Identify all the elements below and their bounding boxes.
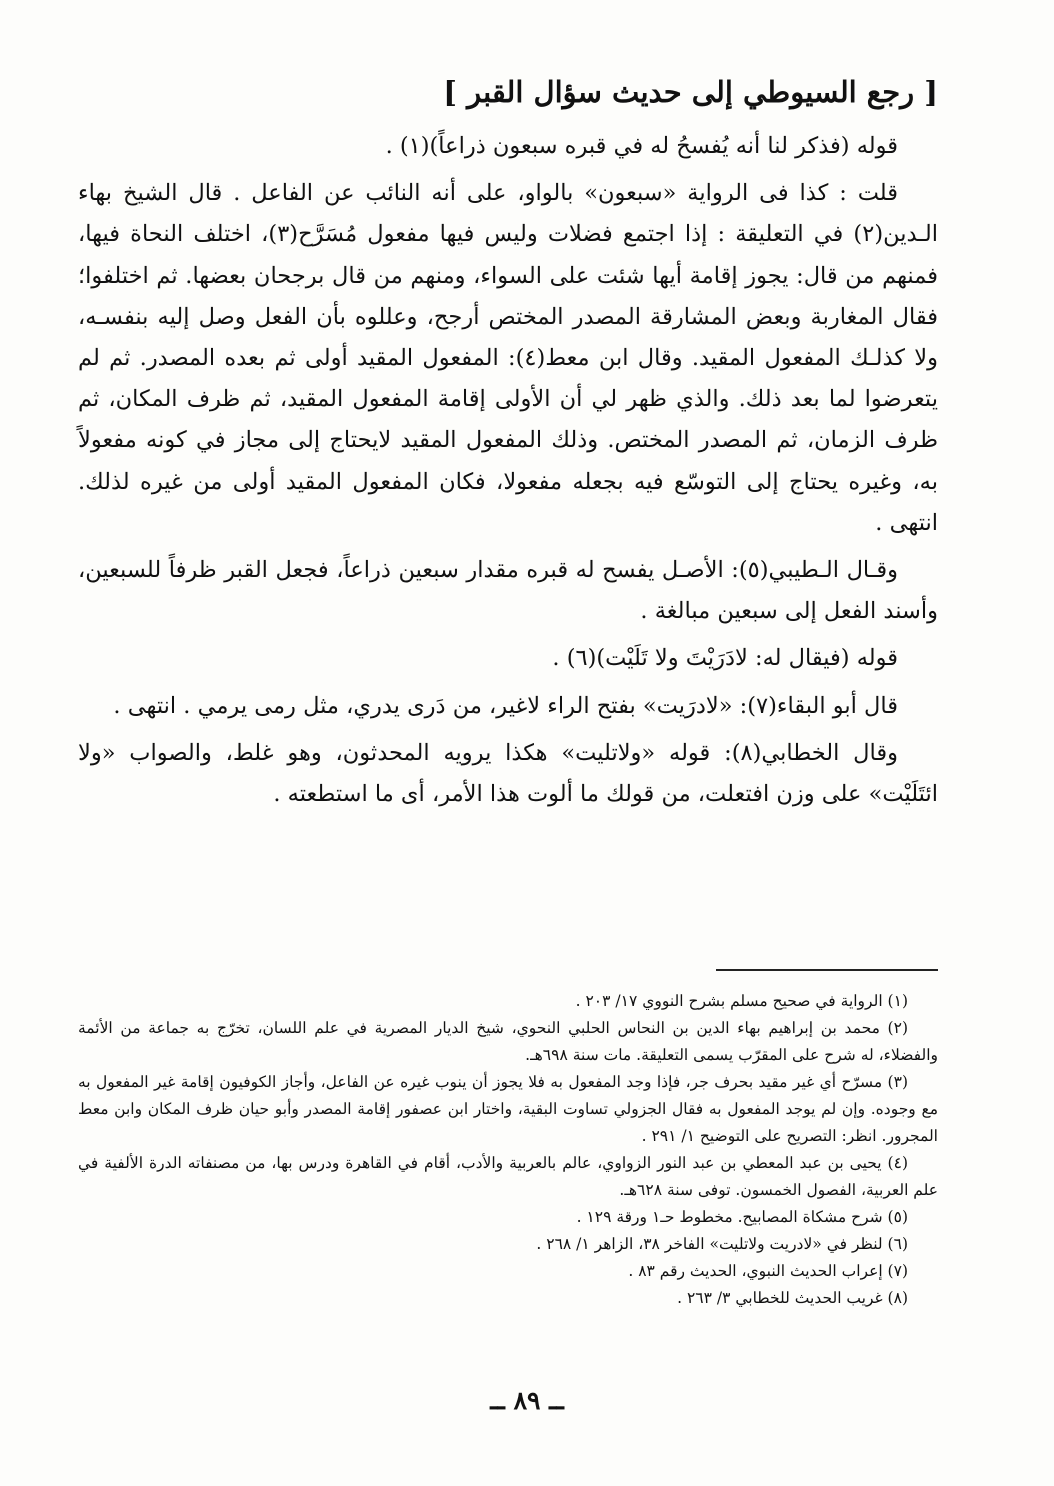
footnote: (٨) غريب الحديث للخطابي ٣/ ٢٦٣ .: [677, 1289, 908, 1307]
paragraph: وقال الخطابي(٨): قوله «ولاتليت» هكذا يرويه المحدثون، وهو غلط، والصواب «ولا ائتَلَيْت» على وزن افتعلت، من قولك ما ألوت هذا الأمر، أى ما استطعته .: [78, 739, 938, 808]
paragraph: قال أبو البقاء(٧): «لادرَيت» بفتح الراء لاغير، من دَرى يدري، مثل رمى يرمي . انتهى .: [113, 692, 898, 719]
footnotes: [78, 988, 938, 1312]
footnote: (٢) محمد بن إبراهيم بهاء الدين بن النحاس الحلبي النحوي، شيخ الديار المصرية في علم اللسان، تخرّج به جماعة من الأئمة والفضلاء، له شرح على المقرّب يسمى التعليقة. مات سنة ٦٩٨هـ.: [78, 1019, 938, 1064]
footnote: (٧) إعراب الحديث النبوي، الحديث رقم ٨٣ .: [628, 1262, 908, 1280]
section-heading: [ رجع السيوطي إلى حديث سؤال القبر ]: [443, 75, 938, 109]
main-text: [78, 126, 938, 821]
footnote: (٤) يحيى بن عبد المعطي بن عبد النور الزواوي، عالم بالعربية والأدب، أقام في القاهرة ودرس بها، من مصنفاته الدرة الألفية في علم العربية، الفصول الخمسون. توفى سنة ٦٢٨هـ.: [78, 1154, 938, 1199]
paragraph: قوله (فيقال له: لادَرَيْتَ ولا تَلَيْت)(٦) .: [552, 645, 898, 672]
footnote-separator: [716, 969, 938, 971]
footnote: (٣) مسرّح أي غير مقيد بحرف جر، فإذا وجد المفعول به فلا يجوز أن ينوب غيره عن الفاعل، وأجاز الكوفيون إقامة غير المفعول به مع وجوده. وإن لم يوجد المفعول به فقال الجزولي تساوت البقية، واختار ابن عصفور إقامة المصدر وأبو حيان ظرف المكان وابن معط المجرور. انظر: التصريح على التوضيح ١/ ٢٩١ .: [78, 1073, 938, 1145]
page-number: ــ ٨٩ ــ: [490, 1386, 564, 1415]
paragraph: قوله (فذكر لنا أنه يُفسحُ له في قبره سبعون ذراعاً)(١) .: [385, 133, 898, 159]
footnote: (٦) لنظر في «لادريت ولاتليت» الفاخر ٣٨، الزاهر ١/ ٢٦٨ .: [536, 1235, 908, 1253]
paragraph: قلت : كذا فى الرواية «سبعون» بالواو، على أنه النائب عن الفاعل . قال الشيخ بهاء الـدين(٢) في التعليقة : إذا اجتمع فضلات وليس فيها مفعول مُسَرَّح(٣)، اختلف النحاة فيها، فمنهم من قال: يجوز إقامة أيها شئت على السواء، ومنهم من قال برجحان بعضها. ثم اختلفوا؛ فقال المغاربة وبعض المشارقة المصدر المختص أرجح، وعللوه بأن الفعل وصل إليه بنفسـه، ولا كذلـك المفعول المقيد. وقال ابن معط(٤): المفعول المقيد أولى ثم بعده المصدر. ثم لم يتعرضوا لما بعد ذلك. والذي ظهر لي أن الأولى إقامة المفعول المقيد، ثم ظرف المكان، ثم ظرف الزمان، ثم المصدر المختص. وذلك المفعول المقيد لايحتاج إلى مجاز في كونه مفعولاً به، وغيره يحتاج إلى التوسّع فيه بجعله مفعولا، فكان المفعول المقيد أولى من غيره لذلك. انتهى .: [78, 180, 938, 536]
footnote: (١) الرواية في صحيح مسلم بشرح النووي ١٧/ ٢٠٣ .: [575, 992, 908, 1010]
paragraph: وقـال الـطيبي(٥): الأصـل يفسح له قبره مقدار سبعين ذراعاً، فجعل القبر ظرفاً للسبعين، وأسند الفعل إلى سبعين مبالغة .: [78, 557, 938, 625]
footnote: (٥) شرح مشكاة المصابيح. مخطوط حـ١ ورقة ١٢٩ .: [576, 1208, 908, 1226]
